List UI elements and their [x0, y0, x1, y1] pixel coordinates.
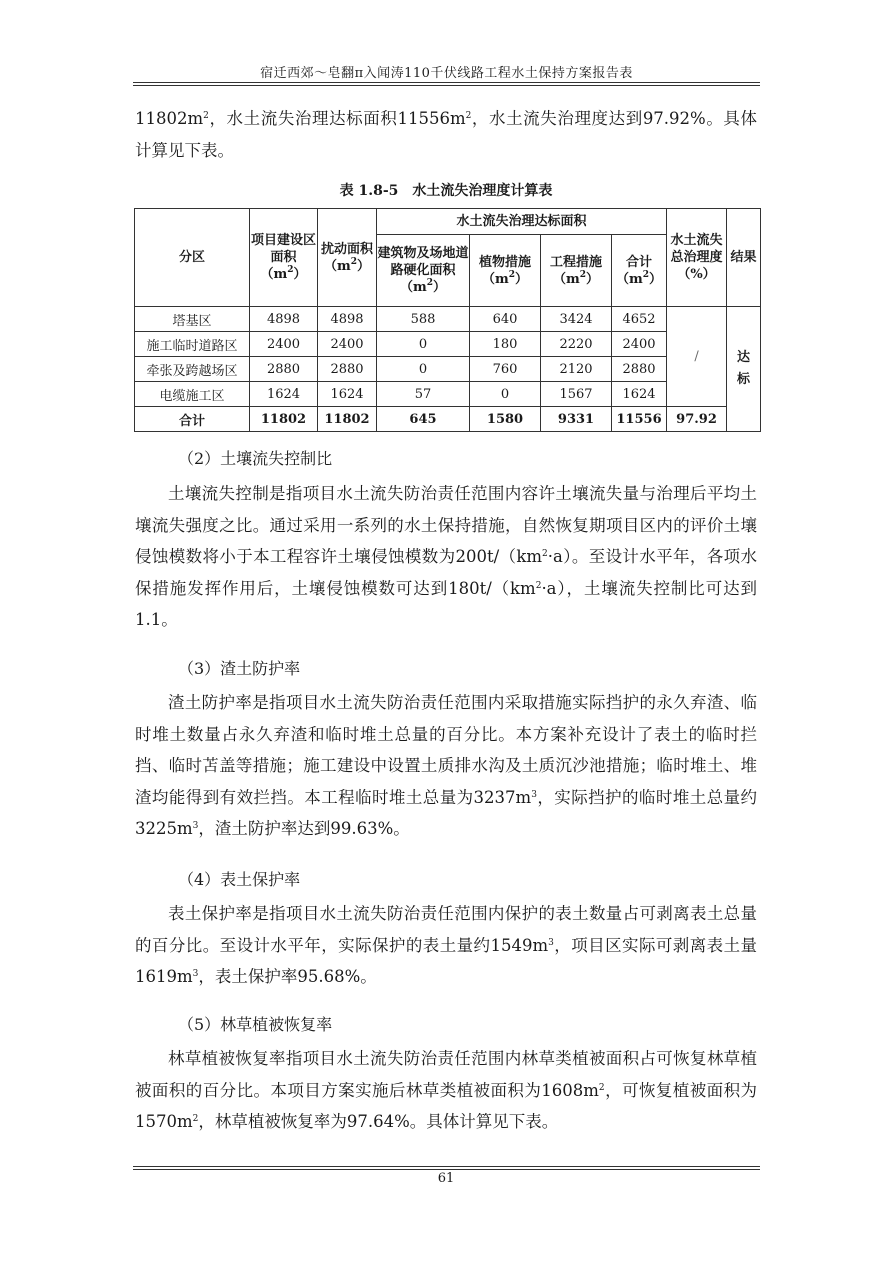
cell-zone: 牵张及跨越场区	[135, 357, 250, 382]
cell-zone: 施工临时道路区	[135, 332, 250, 357]
cell-project-area: 4898	[250, 307, 318, 332]
cell-disturb: 2880	[318, 357, 377, 382]
cell-eng: 9331	[541, 407, 612, 432]
table-total-row	[135, 407, 761, 432]
cell-result-merged: 达标	[727, 307, 761, 432]
cell-zone: 电缆施工区	[135, 382, 250, 407]
page-number: 61	[437, 1171, 455, 1186]
header-rate: 水土流失总治理度（%）	[667, 209, 727, 307]
header-sum: 合计$(m^2)$	[612, 235, 667, 307]
cell-rate-merged: /	[667, 307, 727, 407]
cell-disturb: 4898	[318, 307, 377, 332]
cell-eng: 2220	[541, 332, 612, 357]
header-plant: 植物措施$(m^2)$	[470, 235, 541, 307]
cell-building: 0	[377, 357, 470, 382]
cell-disturb: 11802	[318, 407, 377, 432]
footer-rule	[133, 1169, 760, 1170]
cell-plant: 760	[470, 357, 541, 382]
section-3-paragraph: 渣土防护率是指项目水土流失防治责任范围内采取措施实际挡护的永久弃渣、临时堆土数量占永久弃渣和临时堆土总量的百分比。本方案补充设计了表土的临时拦挡、临时苫盖等措施；施工建设中设置土质排水沟及土质沉沙池措施；临时堆土、堆渣均能得到有效拦挡。本工程临时堆土总量为$3237m^3$，实际挡护的临时堆土总量约$3225m^3$，渣土防护率达到99.63%。	[135, 693, 758, 838]
cell-building: 588	[377, 307, 470, 332]
section-heading-3: （3）渣土防护率	[178, 659, 301, 678]
cell-project-area: 2880	[250, 357, 318, 382]
header-rule	[133, 82, 760, 83]
header-project-area: 项目建设区面积$(m^2)$	[250, 209, 318, 307]
section-heading-4: （4）表土保护率	[178, 870, 301, 889]
header-eng: 工程措施$(m^2)$	[541, 235, 612, 307]
cell-zone: 合计	[135, 407, 250, 432]
header-rule-thin	[133, 85, 760, 86]
cell-eng: 1567	[541, 382, 612, 407]
table-row	[135, 307, 761, 332]
header-result: 结果	[727, 209, 761, 307]
cell-zone: 塔基区	[135, 307, 250, 332]
cell-disturb: 2400	[318, 332, 377, 357]
header-building: 建筑物及场地道路硬化面积$(m^2)$	[377, 235, 470, 307]
intro-paragraph: $11802m^2$，水土流失治理达标面积$11556m^2$，水土流失治理度达到97.92%。具体计算见下表。	[135, 109, 757, 160]
table-caption: 表 1.8-5 水土流失治理度计算表	[339, 183, 553, 199]
cell-building: 0	[377, 332, 470, 357]
cell-sum: 4652	[612, 307, 667, 332]
cell-building: 57	[377, 382, 470, 407]
header-disturb: 扰动面积$(m^2)$	[318, 209, 377, 307]
cell-sum: 1624	[612, 382, 667, 407]
cell-plant: 1580	[470, 407, 541, 432]
cell-disturb: 1624	[318, 382, 377, 407]
cell-sum: 11556	[612, 407, 667, 432]
cell-plant: 0	[470, 382, 541, 407]
cell-plant: 180	[470, 332, 541, 357]
cell-building: 645	[377, 407, 470, 432]
cell-rate: 97.92	[667, 407, 727, 432]
cell-project-area: 2400	[250, 332, 318, 357]
section-4-paragraph: 表土保护率是指项目水土流失防治责任范围内保护的表土数量占可剥离表土总量的百分比。至设计水平年，实际保护的表土量约$1549m^3$，项目区实际可剥离表土量$1619m^3$，表土保护率95.68%。	[135, 904, 758, 986]
section-5-paragraph: 林草植被恢复率指项目水土流失防治责任范围内林草类植被面积占可恢复林草植被面积的百分比。本项目方案实施后林草类植被面积为$1608m^2$，可恢复植被面积为$1570m^2$，林草植被恢复率为97.64%。具体计算见下表。	[135, 1049, 758, 1131]
governance-table	[134, 208, 761, 432]
cell-eng: 2120	[541, 357, 612, 382]
cell-sum: 2880	[612, 357, 667, 382]
cell-project-area: 11802	[250, 407, 318, 432]
cell-project-area: 1624	[250, 382, 318, 407]
page-header: 宿迁西郊～皂翻π入闻涛110千伏线路工程水土保持方案报告表	[260, 66, 633, 81]
cell-sum: 2400	[612, 332, 667, 357]
footer-rule-thin	[133, 1166, 760, 1167]
cell-eng: 3424	[541, 307, 612, 332]
header-standard: 水土流失治理达标面积	[377, 209, 667, 235]
section-heading-2: （2）土壤流失控制比	[178, 449, 333, 468]
section-2-paragraph: 土壤流失控制是指项目水土流失防治责任范围内容许土壤流失量与治理后平均土壤流失强度之比。通过采用一系列的水土保持措施，自然恢复期项目区内的评价土壤侵蚀模数将小于本工程容许土壤侵蚀模数为$200t/(km^2\cdot a)$。至设计水平年，各项水保措施发挥作用后，土壤侵蚀模数可达到$180t/(km^2\cdot a)$，土壤流失控制比可达到1.1。	[135, 484, 757, 629]
cell-plant: 640	[470, 307, 541, 332]
section-heading-5: （5）林草植被恢复率	[178, 1015, 333, 1034]
header-zone: 分区	[135, 209, 250, 307]
